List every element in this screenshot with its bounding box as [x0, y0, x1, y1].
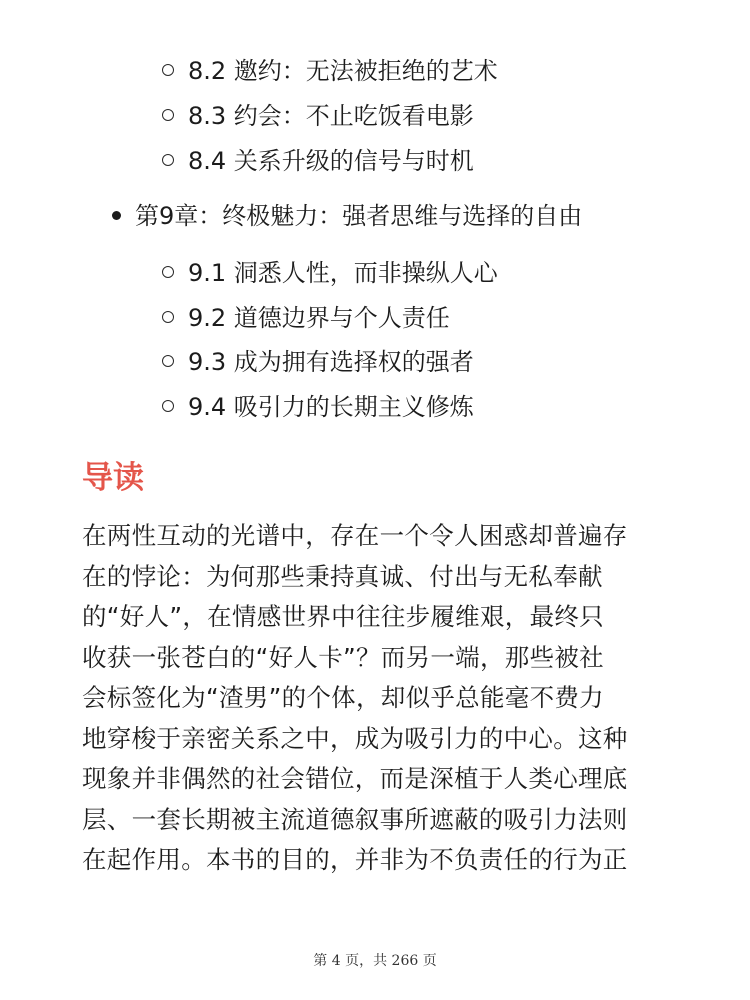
- paragraph-line: 的“好人”，在情感世界中往往步履维艰，最终只: [82, 602, 604, 631]
- toc-item-9-2[interactable]: [162, 303, 450, 333]
- toc-chapter-label: 第9章：终极魅力：强者思维与选择的自由: [135, 202, 583, 230]
- intro-paragraph: [82, 516, 672, 881]
- toc-item-8-4[interactable]: [162, 146, 474, 176]
- paragraph-line: 在的悖论：为何那些秉持真诚、付出与无私奉献: [82, 561, 603, 591]
- hollow-bullet-icon: [162, 64, 174, 76]
- hollow-bullet-icon: [162, 109, 174, 121]
- hollow-bullet-icon: [162, 311, 174, 323]
- hollow-bullet-icon: [162, 400, 174, 412]
- toc-item-9-4[interactable]: [162, 392, 474, 422]
- paragraph-line: 在两性互动的光谱中，存在一个令人困惑却普遍存: [82, 521, 628, 550]
- toc-item-label: 8.3 约会：不止吃饭看电影: [188, 102, 474, 130]
- paragraph-line: 现象并非偶然的社会错位，而是深植于人类心理底: [82, 764, 628, 793]
- page-counter: 第 4 页，共 266 页: [313, 953, 437, 969]
- paragraph-line: 会标签化为“渣男”的个体，却似乎总能毫不费力: [82, 683, 604, 712]
- toc-item-label: 8.2 邀约：无法被拒绝的艺术: [188, 57, 498, 85]
- toc-item-label: 9.2 道德边界与个人责任: [188, 304, 450, 332]
- paragraph-line: 收获一张苍白的“好人卡”？而另一端，那些被社: [82, 642, 604, 672]
- paragraph-line: 层、一套长期被主流道德叙事所遮蔽的吸引力法则: [82, 804, 628, 834]
- hollow-bullet-icon: [162, 154, 174, 166]
- hollow-bullet-icon: [162, 266, 174, 278]
- toc-item-label: 9.1 洞悉人性，而非操纵人心: [188, 259, 498, 287]
- section-heading-intro: 导读: [82, 460, 144, 496]
- toc-item-label: 9.3 成为拥有选择权的强者: [188, 348, 474, 376]
- toc-item-9-1[interactable]: [162, 258, 498, 288]
- toc-item-8-2[interactable]: [162, 56, 498, 86]
- toc-item-label: 8.4 关系升级的信号与时机: [188, 147, 474, 175]
- paragraph-line: 地穿梭于亲密关系之中，成为吸引力的中心。这种: [82, 723, 628, 753]
- toc-item-9-3[interactable]: [162, 347, 474, 377]
- filled-bullet-icon: [112, 211, 121, 220]
- toc-chapter-9[interactable]: [112, 201, 582, 231]
- paragraph-line: 在起作用。本书的目的，并非为不负责任的行为正: [82, 845, 628, 874]
- hollow-bullet-icon: [162, 355, 174, 367]
- toc-item-8-3[interactable]: [162, 101, 474, 131]
- toc-item-label: 9.4 吸引力的长期主义修炼: [188, 393, 474, 421]
